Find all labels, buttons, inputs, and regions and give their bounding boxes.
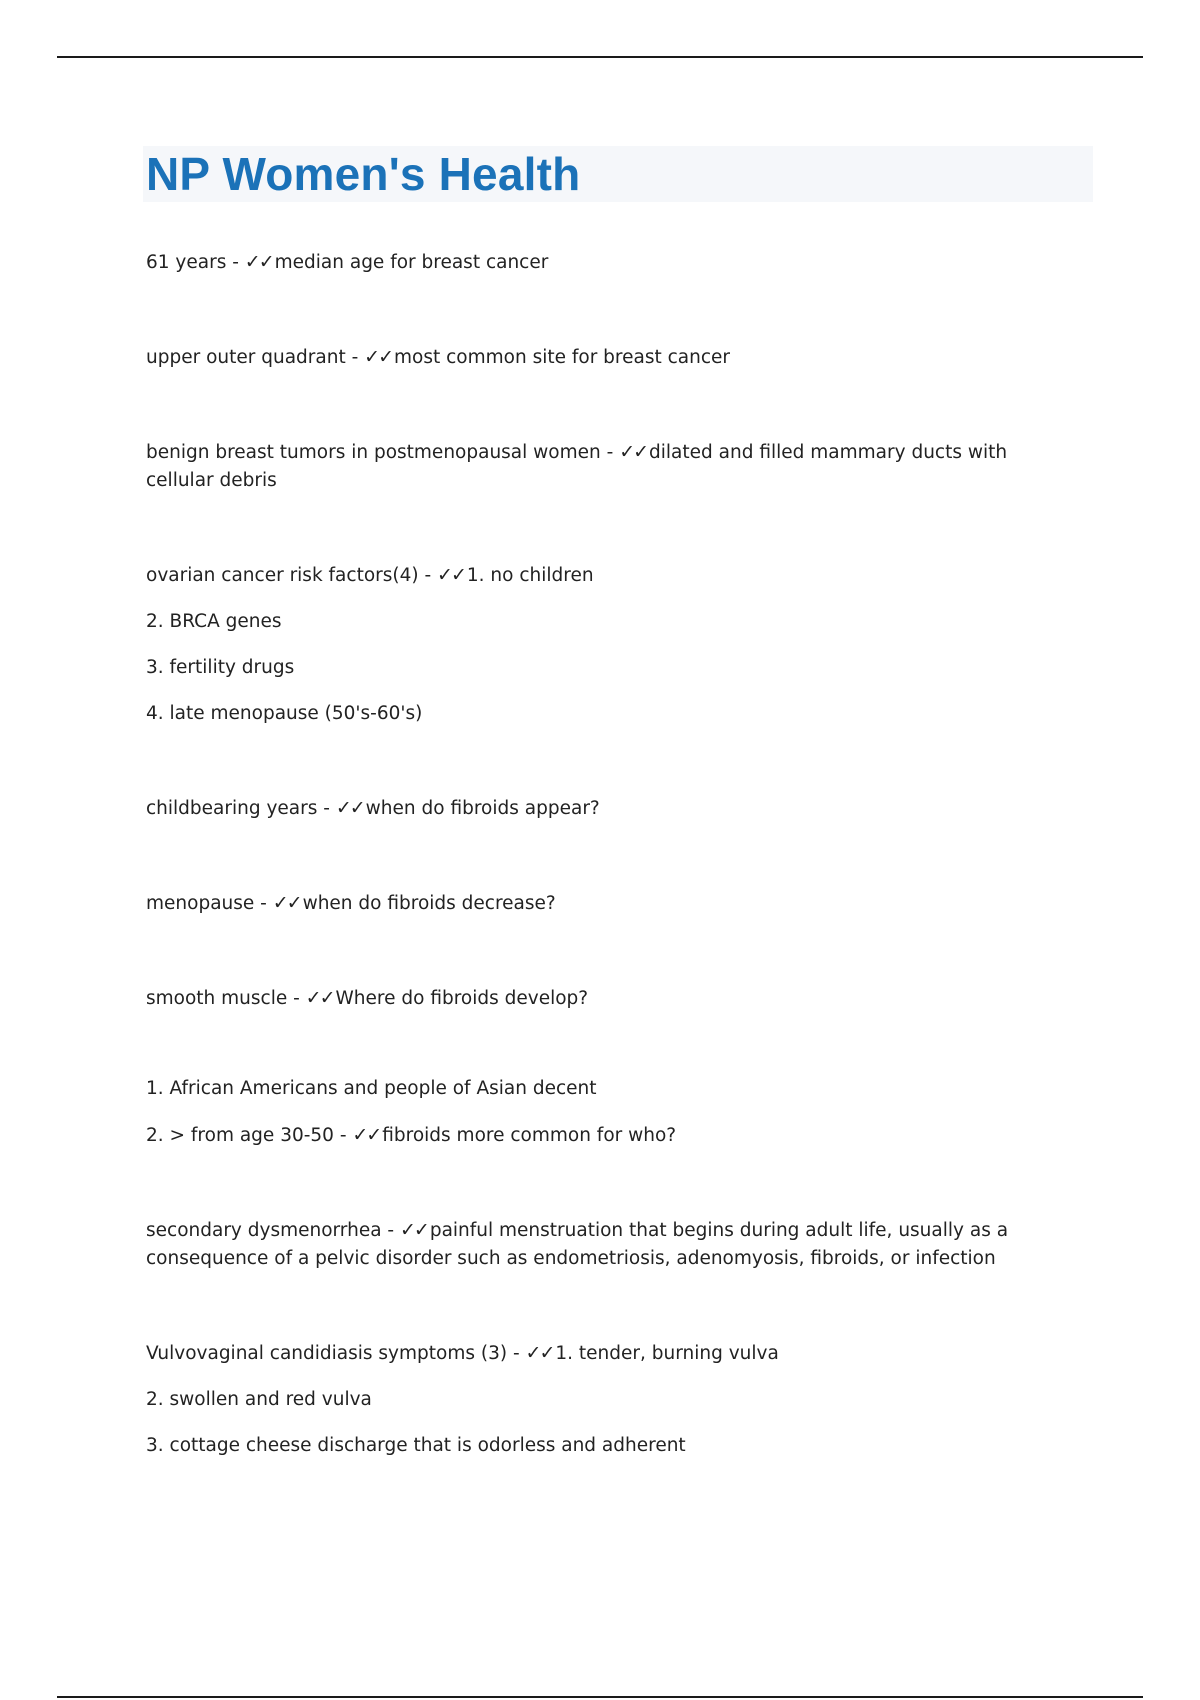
entry-term: 61 years	[146, 252, 227, 273]
entry-term: Vulvovaginal candidiasis symptoms (3)	[146, 1343, 508, 1364]
entry-term: upper outer quadrant	[146, 347, 346, 368]
entry-definition: median age for breast cancer	[274, 252, 549, 273]
entry-term: secondary dysmenorrhea	[146, 1220, 382, 1241]
entry-line	[146, 248, 1076, 277]
entry-definition: 1. no children	[466, 565, 594, 586]
entry-list-line: 3. cottage cheese discharge that is odorless and adherent	[146, 1435, 686, 1456]
entry-line	[146, 889, 1076, 918]
entry-line	[146, 1216, 1076, 1273]
top-rule	[57, 56, 1143, 58]
entry-definition: when do fibroids decrease?	[302, 893, 556, 914]
flashcard-entry-1	[146, 248, 1076, 277]
entry-line	[146, 438, 1076, 495]
page-title: NP Women's Health	[146, 148, 581, 200]
double-check-icon: ✓✓	[335, 797, 364, 819]
entry-line	[146, 794, 1076, 823]
entry-separator: -	[333, 1125, 353, 1146]
flashcard-list	[146, 248, 1076, 1460]
entry-list-line: 2. swollen and red vulva	[146, 1389, 372, 1410]
entry-term: 2. > from age 30-50	[146, 1125, 334, 1146]
entry-list-line: 3. fertility drugs	[146, 657, 295, 678]
entry-separator: -	[418, 565, 438, 586]
entry-term: menopause	[146, 893, 255, 914]
flashcard-entry-9	[146, 1216, 1076, 1273]
entry-separator: -	[507, 1343, 526, 1364]
flashcard-entry-2	[146, 343, 1076, 372]
entry-separator: -	[345, 347, 365, 368]
double-check-icon: ✓✓	[619, 441, 648, 463]
entry-term: smooth muscle	[146, 988, 288, 1009]
entry-line	[146, 561, 1076, 590]
entry-list-line: 1. African Americans and people of Asian decent	[146, 1078, 597, 1099]
entry-term: benign breast tumors in postmenopausal women	[146, 442, 601, 463]
entry-separator: -	[600, 442, 620, 463]
flashcard-entry-7	[146, 984, 1076, 1013]
bottom-rule	[57, 1696, 1143, 1698]
entry-definition: most common site for breast cancer	[394, 347, 731, 368]
double-check-icon: ✓✓	[272, 892, 301, 914]
double-check-icon: ✓✓	[525, 1342, 554, 1364]
flashcard-entry-4	[146, 561, 1076, 728]
entry-term: ovarian cancer risk factors(4)	[146, 565, 419, 586]
flashcard-entry-3	[146, 438, 1076, 495]
entry-separator: -	[287, 988, 306, 1009]
entry-definition: painful menstruation that begins during adult life, usually as a consequence of a pelvic disorder such as endometriosis, adenomyosis, fibroids, or infection	[146, 1220, 1009, 1269]
entry-definition: 1. tender, burning vulva	[555, 1343, 779, 1364]
entry-separator: -	[381, 1220, 400, 1241]
double-check-icon: ✓✓	[399, 1219, 428, 1241]
entry-separator: -	[226, 252, 245, 273]
flashcard-entry-6	[146, 889, 1076, 918]
entry-term: childbearing years	[146, 798, 318, 819]
entry-line	[146, 343, 1076, 372]
entry-line	[146, 984, 1076, 1013]
double-check-icon: ✓✓	[352, 1124, 381, 1146]
entry-separator: -	[254, 893, 273, 914]
flashcard-entry-5	[146, 794, 1076, 823]
flashcard-entry-10	[146, 1339, 1076, 1460]
double-check-icon: ✓✓	[437, 564, 465, 586]
entry-definition: dilated and filled mammary ducts with cellular debris	[146, 442, 1008, 491]
double-check-icon: ✓✓	[364, 346, 392, 368]
entry-list-line: 2. BRCA genes	[146, 611, 282, 632]
entry-line	[146, 1121, 1076, 1150]
double-check-icon: ✓✓	[305, 987, 334, 1009]
entry-separator: -	[317, 798, 336, 819]
double-check-icon: ✓✓	[244, 251, 273, 273]
entry-definition: fibroids more common for who?	[382, 1125, 677, 1146]
entry-definition: Where do fibroids develop?	[335, 988, 589, 1009]
entry-line	[146, 1339, 1076, 1368]
flashcard-entry-8	[146, 1075, 1076, 1150]
entry-definition: when do fibroids appear?	[365, 798, 600, 819]
entry-list-line: 4. late menopause (50's-60's)	[146, 703, 423, 724]
